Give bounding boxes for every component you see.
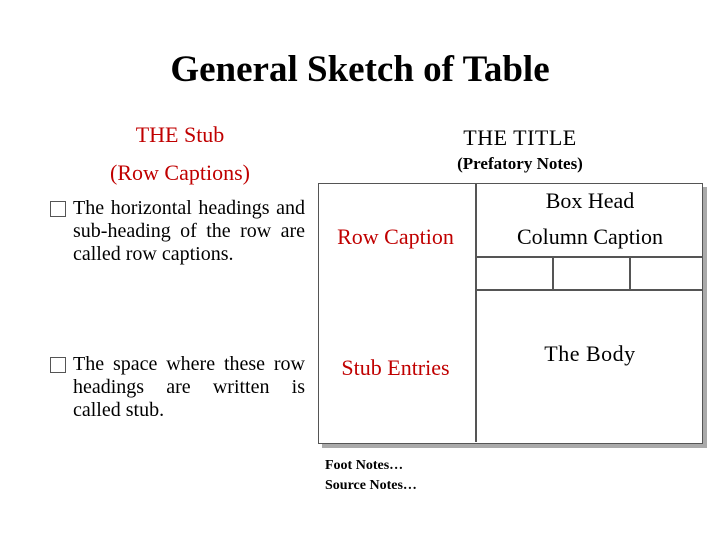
- slide-title: General Sketch of Table: [170, 49, 550, 90]
- checkbox-bullet-icon: [50, 357, 66, 373]
- notes-block: [325, 456, 417, 496]
- foot-notes-label: Foot Notes…: [325, 458, 404, 473]
- bullet-text: The space where these row headings are written is called stub.: [73, 353, 305, 421]
- bullet-stub: [50, 353, 305, 422]
- body-label: The Body: [544, 341, 636, 366]
- column-divider-line: [552, 256, 554, 290]
- bullet-text: The horizontal headings and sub-heading of the row are called row captions.: [73, 197, 305, 265]
- stub-heading: THE Stub: [135, 122, 225, 147]
- box-head-divider-line: [475, 256, 703, 258]
- row-caption-label: Row Caption: [337, 224, 454, 249]
- column-caption-label: Column Caption: [516, 224, 664, 249]
- checkbox-bullet-icon: [50, 201, 66, 217]
- body-top-divider-line: [475, 289, 703, 291]
- stub-subheading: (Row Captions): [110, 160, 250, 185]
- bullet-row-captions: [50, 197, 305, 266]
- column-divider-line: [629, 256, 631, 290]
- table-sketch-frame: [318, 183, 703, 444]
- table-title-label: THE TITLE: [463, 125, 577, 150]
- source-notes-label: Source Notes…: [325, 478, 417, 493]
- box-head-label: Box Head: [545, 188, 635, 213]
- stub-entries-label: Stub Entries: [341, 355, 450, 380]
- stub-divider-line: [475, 184, 477, 442]
- prefatory-notes-label: (Prefatory Notes): [457, 154, 583, 173]
